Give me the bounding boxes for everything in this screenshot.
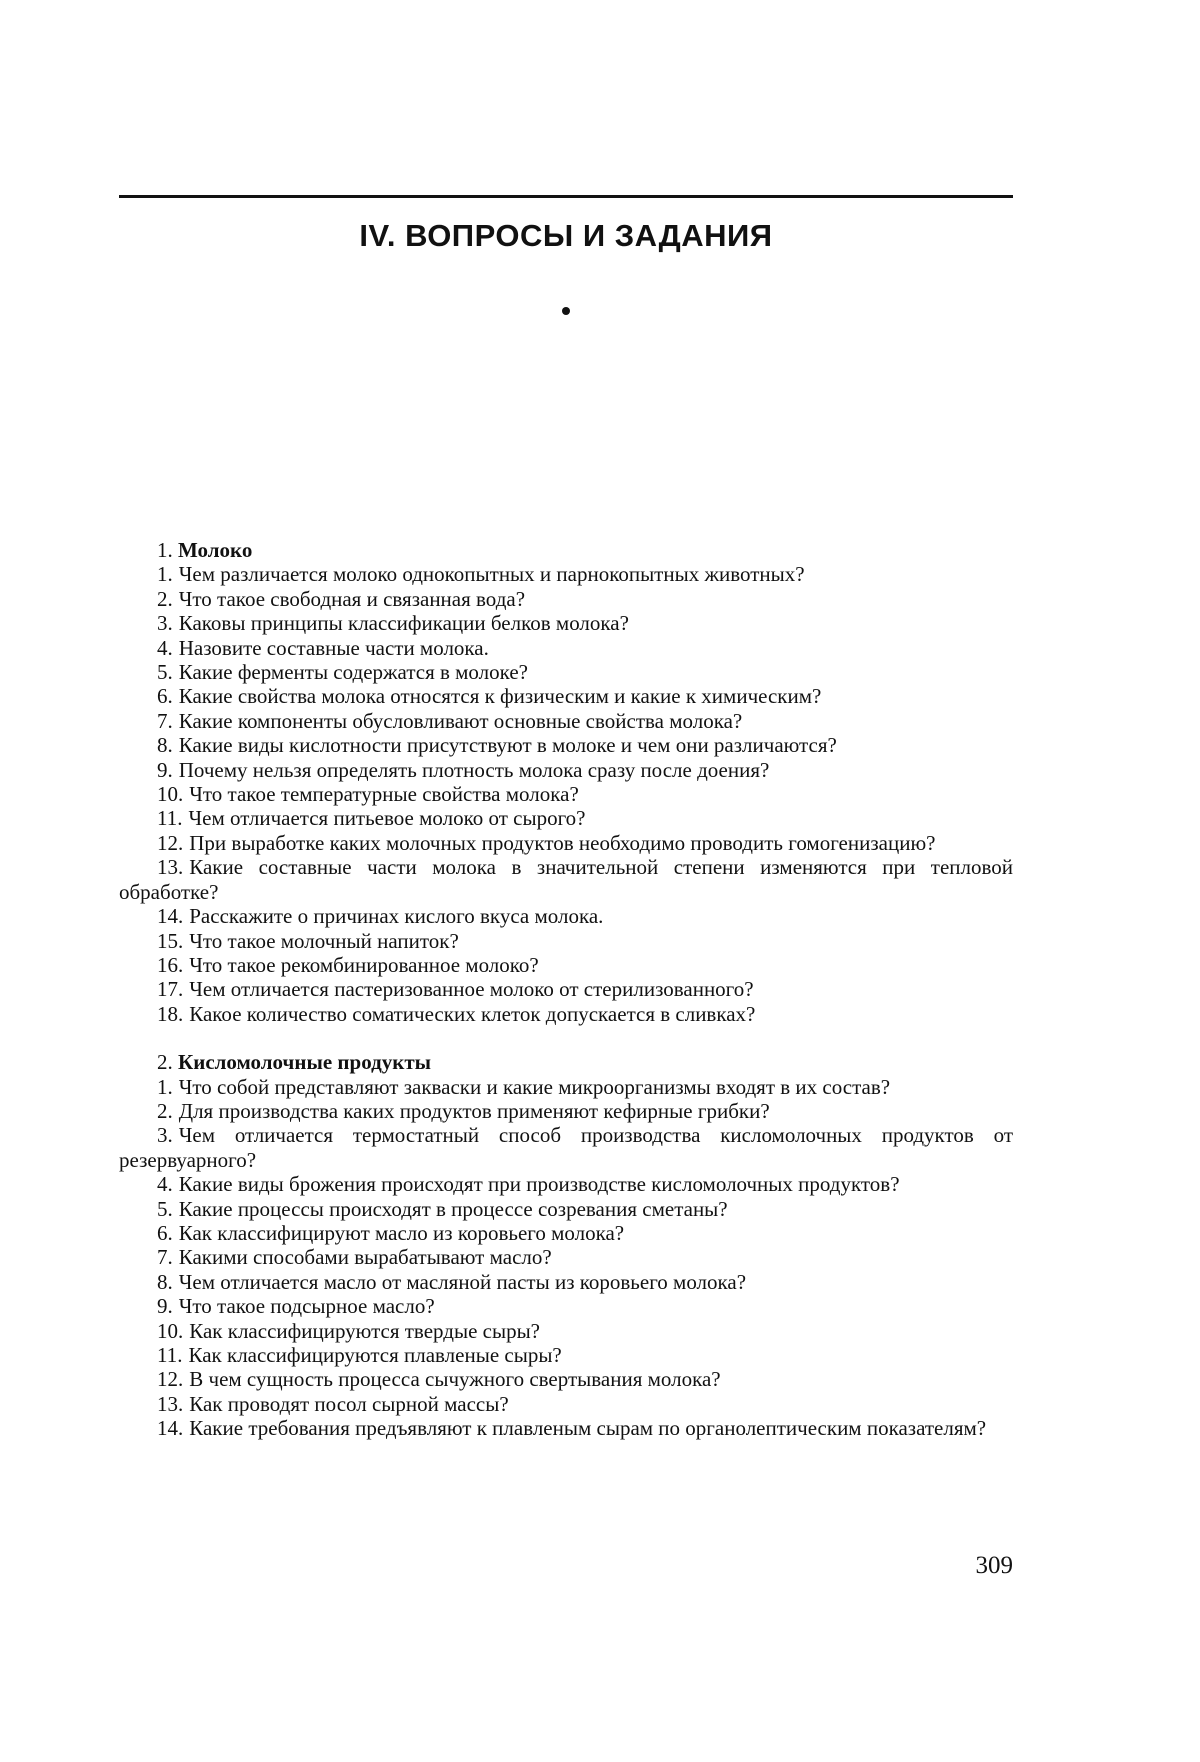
question-item bbox=[119, 1002, 1013, 1026]
section-heading bbox=[119, 538, 1013, 562]
question-text: Как классифицируют масло из коровьего молока? bbox=[178, 1220, 625, 1245]
question-number: 6. bbox=[157, 1220, 173, 1245]
question-text: В чем сущность процесса сычужного свертывания молока? bbox=[189, 1367, 721, 1392]
question-number: 10. bbox=[157, 782, 184, 807]
question-item bbox=[119, 1075, 1013, 1099]
question-item bbox=[119, 709, 1013, 733]
question-item bbox=[119, 684, 1013, 708]
question-text: Что такое рекомбинированное молоко? bbox=[189, 952, 539, 977]
question-item bbox=[119, 1343, 1013, 1367]
question-number: 1. bbox=[157, 1074, 173, 1099]
question-number: 10. bbox=[157, 1318, 184, 1343]
question-item bbox=[119, 1319, 1013, 1343]
question-text: При выработке каких молочных продуктов необходимо проводить гомогенизацию? bbox=[189, 830, 936, 855]
question-text: Какие виды кислотности присутствуют в молоке и чем они различаются? bbox=[178, 733, 837, 758]
question-number: 11. bbox=[157, 806, 183, 831]
question-item bbox=[119, 562, 1013, 586]
question-item bbox=[119, 1197, 1013, 1221]
question-text: Какое количество соматических клеток допускается в сливках? bbox=[189, 1001, 756, 1026]
question-text: Что такое подсырное масло? bbox=[178, 1294, 435, 1319]
section-number: 1. bbox=[157, 538, 173, 562]
question-number: 3. bbox=[157, 611, 173, 636]
question-text: Что собой представляют закваски и какие микроорганизмы входят в их состав? bbox=[178, 1074, 891, 1099]
questions-content bbox=[119, 538, 1013, 1441]
question-number: 4. bbox=[157, 1172, 173, 1197]
question-item bbox=[119, 1416, 1013, 1440]
question-number: 5. bbox=[157, 1196, 173, 1221]
question-number: 2. bbox=[157, 586, 173, 611]
book-page bbox=[119, 0, 1013, 1762]
question-number: 16. bbox=[157, 952, 184, 977]
question-text: Какие составные части молока в значительной степени изменяются при тепловой обработке? bbox=[119, 855, 1013, 904]
question-number: 8. bbox=[157, 1269, 173, 1294]
question-item bbox=[119, 758, 1013, 782]
question-item bbox=[119, 855, 1013, 904]
question-number: 17. bbox=[157, 977, 184, 1002]
question-item bbox=[119, 587, 1013, 611]
question-number: 9. bbox=[157, 757, 173, 782]
question-text: Какими способами вырабатывают масло? bbox=[178, 1245, 552, 1270]
question-text: Назовите составные части молока. bbox=[178, 635, 489, 660]
page-number: 309 bbox=[975, 1552, 1013, 1579]
question-number: 7. bbox=[157, 708, 173, 733]
question-number: 1. bbox=[157, 562, 173, 587]
question-item bbox=[119, 953, 1013, 977]
question-text: Почему нельзя определять плотность молока сразу после доения? bbox=[178, 757, 770, 782]
question-text: Как классифицируются твердые сыры? bbox=[189, 1318, 540, 1343]
question-item bbox=[119, 660, 1013, 684]
question-item bbox=[119, 611, 1013, 635]
question-text: Какие ферменты содержатся в молоке? bbox=[178, 660, 528, 685]
question-item bbox=[119, 929, 1013, 953]
question-number: 12. bbox=[157, 830, 184, 855]
question-item bbox=[119, 1294, 1013, 1318]
question-text: Что такое молочный напиток? bbox=[189, 928, 459, 953]
question-number: 13. bbox=[157, 1391, 184, 1416]
question-text: Какие виды брожения происходят при производстве кисломолочных продуктов? bbox=[178, 1172, 900, 1197]
question-item bbox=[119, 1099, 1013, 1123]
question-number: 7. bbox=[157, 1245, 173, 1270]
question-number: 11. bbox=[157, 1343, 183, 1367]
question-text: Какие компоненты обусловливают основные свойства молока? bbox=[178, 708, 743, 733]
question-text: Чем различается молоко однокопытных и парнокопытных животных? bbox=[178, 562, 805, 587]
chapter-title: IV. ВОПРОСЫ И ЗАДАНИЯ bbox=[359, 218, 773, 253]
question-number: 5. bbox=[157, 660, 173, 685]
question-text: Какие свойства молока относятся к физическим и какие к химическим? bbox=[178, 684, 822, 709]
question-item bbox=[119, 977, 1013, 1001]
question-item bbox=[119, 1270, 1013, 1294]
question-item bbox=[119, 904, 1013, 928]
question-number: 12. bbox=[157, 1367, 184, 1392]
question-item bbox=[119, 1392, 1013, 1416]
question-text: Чем отличается питьевое молоко от сырого? bbox=[188, 806, 586, 831]
question-text: Для производства каких продуктов применяют кефирные грибки? bbox=[178, 1098, 770, 1123]
question-item bbox=[119, 1221, 1013, 1245]
ornament-dot bbox=[562, 307, 570, 315]
question-number: 18. bbox=[157, 1001, 184, 1026]
question-text: Каковы принципы классификации белков молока? bbox=[178, 611, 629, 636]
question-text: Чем отличается пастеризованное молоко от стерилизованного? bbox=[189, 977, 754, 1002]
question-number: 14. bbox=[157, 904, 184, 929]
question-number: 2. bbox=[157, 1098, 173, 1123]
question-number: 13. bbox=[157, 855, 184, 880]
question-text: Как проводят посол сырной массы? bbox=[189, 1391, 509, 1416]
section-title: Молоко bbox=[178, 538, 253, 562]
question-number: 4. bbox=[157, 635, 173, 660]
top-rule bbox=[119, 195, 1013, 198]
question-text: Какие требования предъявляют к плавленым сырам по органолептическим показателям? bbox=[189, 1416, 987, 1441]
question-item bbox=[119, 1172, 1013, 1196]
question-item bbox=[119, 1367, 1013, 1391]
question-number: 8. bbox=[157, 733, 173, 758]
question-text: Какие процессы происходят в процессе созревания сметаны? bbox=[178, 1196, 728, 1221]
question-item bbox=[119, 782, 1013, 806]
question-item bbox=[119, 806, 1013, 830]
question-text: Что такое температурные свойства молока? bbox=[189, 782, 579, 807]
question-number: 15. bbox=[157, 928, 184, 953]
section-fermented-products bbox=[119, 1050, 1013, 1441]
question-item bbox=[119, 1123, 1013, 1172]
question-number: 3. bbox=[157, 1123, 173, 1148]
question-text: Чем отличается масло от масляной пасты из коровьего молока? bbox=[178, 1269, 747, 1294]
question-number: 6. bbox=[157, 684, 173, 709]
question-item bbox=[119, 831, 1013, 855]
question-number: 9. bbox=[157, 1294, 173, 1319]
section-title: Кисломолочные продукты bbox=[178, 1050, 432, 1075]
question-text: Чем отличается термостатный способ производства кисломолочных продуктов от резервуарного? bbox=[119, 1123, 1013, 1172]
question-item bbox=[119, 733, 1013, 757]
question-text: Что такое свободная и связанная вода? bbox=[178, 586, 526, 611]
section-number: 2. bbox=[157, 1050, 173, 1075]
section-milk bbox=[119, 538, 1013, 1026]
question-number: 14. bbox=[157, 1416, 184, 1441]
question-item bbox=[119, 636, 1013, 660]
question-text: Расскажите о причинах кислого вкуса молока. bbox=[189, 904, 604, 929]
question-item bbox=[119, 1245, 1013, 1269]
question-text: Как классифицируются плавленые сыры? bbox=[188, 1343, 562, 1367]
section-heading bbox=[119, 1050, 1013, 1074]
